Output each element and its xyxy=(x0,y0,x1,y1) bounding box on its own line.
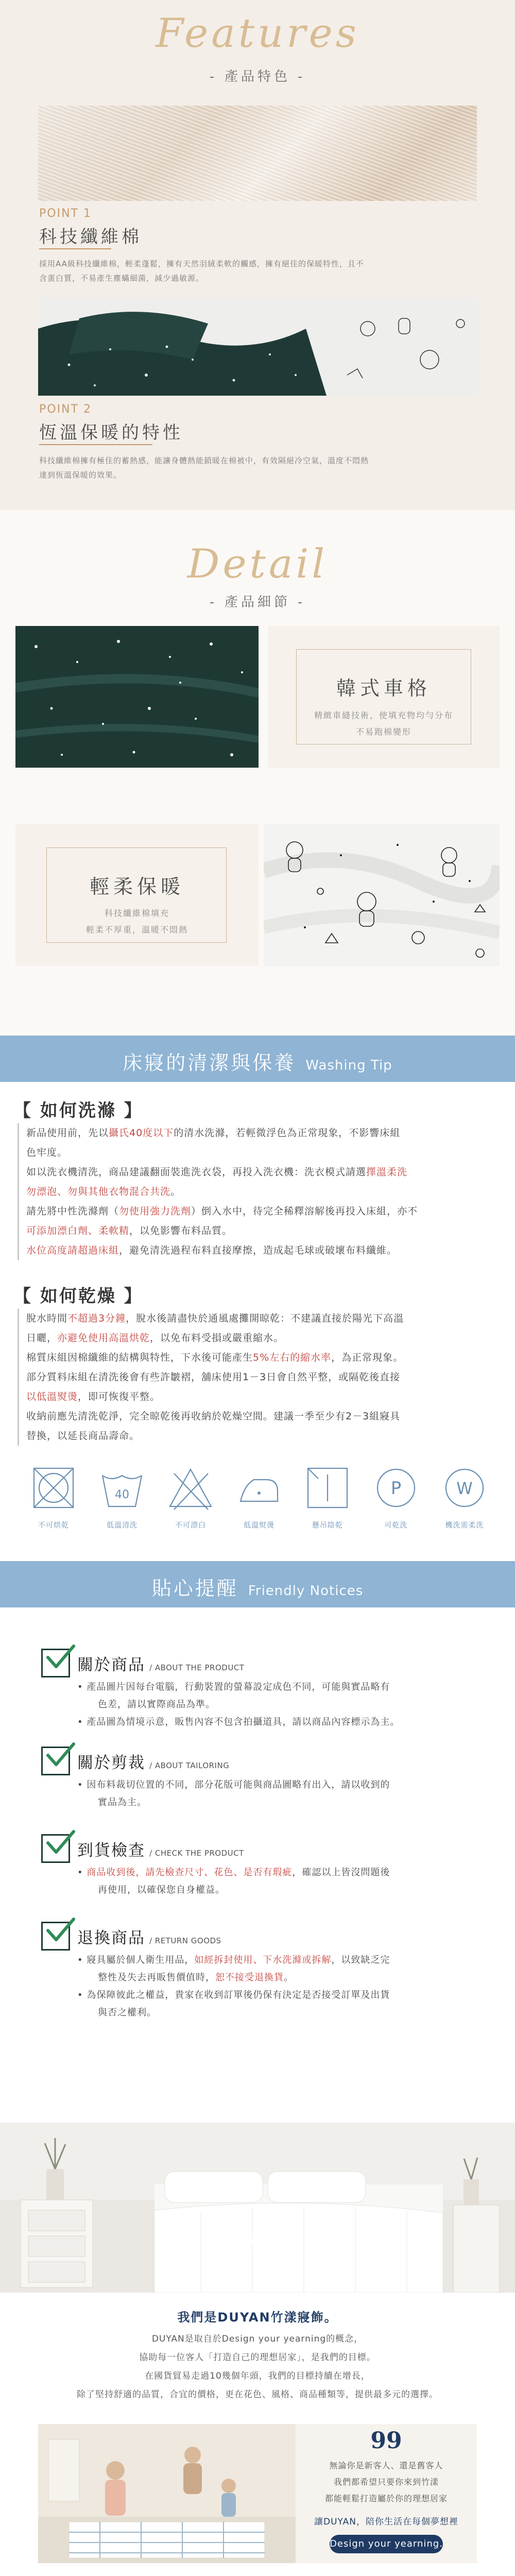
detail-box2-line1: 科技纖維棉填充 xyxy=(104,908,169,918)
notice-title: 到貨檢查 xyxy=(77,1841,145,1860)
checkmark-icon xyxy=(41,1649,70,1677)
bullet-icon: • xyxy=(77,1867,87,1878)
instruction-line xyxy=(26,1162,502,1182)
about-text xyxy=(0,2330,515,2404)
about-line: DUYAN是取自於Design your yearning的概念， xyxy=(151,2334,364,2344)
instruction-text: 。 xyxy=(170,1186,181,1197)
quote-line: 都能輕鬆打造屬於你的理想居家 xyxy=(324,2494,448,2503)
notice-subtitle: / ABOUT THE PRODUCT xyxy=(149,1663,245,1672)
instruction-text: 替換，以延長商品壽命。 xyxy=(26,1430,140,1442)
notice-heading xyxy=(77,1837,244,1860)
point1-desc-line1: 採用AA級科技纖維棉，輕柔蓬鬆，擁有天然羽絨柔軟的觸感，擁有絕佳的保暖特性，且不 xyxy=(39,259,364,268)
notice-subtitle: / CHECK THE PRODUCT xyxy=(149,1849,244,1858)
instruction-text: ，脫水後請盡快於通風處攤開晾乾：不建議直接於陽光下高溫 xyxy=(126,1313,404,1324)
low-iron-label: 低溫熨燙 xyxy=(244,1521,274,1530)
point2-title: 恆溫保暖的特性 xyxy=(39,422,183,443)
detail-box1-line1: 精緻車縫技術，使填充物均勻分布 xyxy=(314,710,453,720)
notice-text: 為保障彼此之權益，貴家在收到訂單後仍保有決定是否接受訂單及出貨 xyxy=(87,1990,390,2001)
washing-banner-text xyxy=(0,1047,515,1075)
point1-divider xyxy=(39,248,111,249)
about-line: 協助每一位客人「打造自己的理想居家」，是我們的目標。 xyxy=(139,2352,376,2363)
duvet-softness-photo xyxy=(264,824,500,966)
instruction-line xyxy=(26,1182,502,1201)
bullet-icon: • xyxy=(77,1780,87,1790)
notice-line xyxy=(77,1776,489,1794)
notice-body xyxy=(77,1776,489,1811)
quilting-pattern xyxy=(15,626,259,768)
instruction-line xyxy=(26,1143,502,1162)
features-subtitle: - 產品特色 - xyxy=(209,69,306,84)
notice-heading xyxy=(77,1750,229,1773)
wet-clean-w-icon xyxy=(441,1464,488,1512)
notice-title: 關於剪裁 xyxy=(77,1754,145,1772)
detail-box1-line2: 不易跑棉變形 xyxy=(355,727,411,737)
instruction-text: 請先將中性洗滌劑（ xyxy=(26,1206,119,1217)
dry-instructions xyxy=(18,1309,502,1446)
point2-desc-line2: 達到恆溫保暖的效果。 xyxy=(39,470,122,480)
instruction-text: ，以免布料受損或嚴重縮水。 xyxy=(150,1332,284,1344)
dry-lines xyxy=(26,1309,502,1446)
wash-heading: 【 如何洗滌 】 xyxy=(13,1100,143,1121)
notice-text: 寢具屬於個人衛生用品， xyxy=(87,1955,195,1965)
instruction-text: 日曬， xyxy=(26,1332,58,1344)
quote-line: 我們都希望只要你來到竹漾 xyxy=(333,2477,439,2487)
dry-clean-p-label: 可乾洗 xyxy=(384,1521,408,1530)
bedroom-illustration xyxy=(0,2123,515,2293)
instruction-text: 色牢度。 xyxy=(26,1147,68,1158)
washing-banner-title: 床寢的清潔與保養 xyxy=(123,1052,296,1074)
low-iron-icon xyxy=(235,1464,283,1512)
fiber-closeup-photo xyxy=(38,106,477,201)
notice-text: ，以致缺乏完 xyxy=(331,1955,390,1965)
instruction-highlight: 勿使用強力洗劑 xyxy=(119,1206,192,1217)
features-script-title: Features xyxy=(156,10,359,57)
notice-text: ，確認以上皆沒問題後 xyxy=(292,1867,390,1878)
point1-label: POINT 1 xyxy=(39,207,92,220)
instruction-highlight: 攝氏40度以下 xyxy=(109,1127,174,1139)
point2-divider xyxy=(39,444,152,445)
notice-highlight: 如經拆封使用、下水洗滌或拆解 xyxy=(194,1955,332,1965)
quote-text xyxy=(296,2458,477,2507)
notice-line xyxy=(77,1882,489,1899)
washing-banner-subtitle: Washing Tip xyxy=(305,1058,392,1073)
duvet-pattern-photo xyxy=(38,298,477,396)
wet-clean-w-value: W xyxy=(456,1479,473,1498)
instruction-highlight: 5%左右的縮水率 xyxy=(253,1352,332,1363)
quote-mark: 99 xyxy=(370,2428,402,2454)
dry-heading: 【 如何乾燥 】 xyxy=(13,1286,143,1307)
instruction-line xyxy=(26,1367,502,1387)
wash-lines xyxy=(26,1123,502,1260)
no-bleach-label: 不可漂白 xyxy=(175,1521,206,1530)
point1-desc-line2: 含蛋白質，不易產生塵蟎細菌，減少過敏源。 xyxy=(39,274,204,283)
notice-text: 與否之權利。 xyxy=(98,2007,157,2018)
instruction-line xyxy=(26,1387,502,1406)
instruction-highlight: 勿漂泡、勿與其他衣物混合共洗 xyxy=(26,1186,171,1197)
no-tumble-dry-icon xyxy=(30,1464,77,1512)
instruction-text: 部分質料床組在清洗後會有些許皺褶，舖床使用1－3日會自然平整，或隔乾後直接 xyxy=(26,1371,401,1383)
wash-40-icon xyxy=(98,1464,146,1512)
notice-text: 產品圖為情境示意，販售內容不包含拍攝道具，請以商品內容標示為主。 xyxy=(87,1717,400,1727)
notice-text: 色差，請以實際商品為準。 xyxy=(98,1699,215,1710)
notices-banner-text xyxy=(0,1572,515,1601)
notice-text: 。 xyxy=(284,1972,294,1983)
notice-text: 整性及失去再販售價值時， xyxy=(98,1972,215,1983)
instruction-text: 新品使用前，先以 xyxy=(26,1127,109,1139)
notice-body xyxy=(77,1679,489,1731)
no-tumble-dry-label: 不可烘乾 xyxy=(38,1521,69,1530)
line-dry-shade-label: 懸吊陰乾 xyxy=(312,1521,343,1530)
instruction-highlight: 水位高度請超過床組 xyxy=(26,1245,119,1256)
instruction-line xyxy=(26,1406,502,1426)
notice-line xyxy=(77,1969,489,1987)
detail-box2-title: 輕柔保暖 xyxy=(89,875,184,898)
bullet-icon: • xyxy=(77,1955,87,1965)
notice-line xyxy=(77,2004,489,2022)
notice-body xyxy=(77,1952,489,2022)
notice-line xyxy=(77,1679,489,1696)
wet-clean-w-label: 機洗需柔洗 xyxy=(445,1521,484,1530)
family-illustration xyxy=(38,2424,296,2563)
instruction-line xyxy=(26,1426,502,1446)
instruction-line xyxy=(26,1221,502,1241)
instruction-highlight: 亦避免使用高溫烘乾 xyxy=(57,1332,150,1344)
notice-line xyxy=(77,1952,489,1969)
notice-line xyxy=(77,1987,489,2004)
instruction-highlight: 擇溫柔洗 xyxy=(366,1166,408,1178)
instruction-line xyxy=(26,1123,502,1143)
bullet-icon: • xyxy=(77,1717,87,1727)
instruction-text: ，以免影響布料品質。 xyxy=(129,1225,233,1236)
point1-title: 科技纖維棉 xyxy=(39,227,142,247)
checkmark-icon xyxy=(41,1747,70,1775)
notice-body xyxy=(77,1864,489,1899)
notice-text: 實品為主。 xyxy=(98,1797,147,1808)
wash-40-value: 40 xyxy=(115,1488,129,1501)
notice-line xyxy=(77,1794,489,1811)
bedroom-hero-photo xyxy=(0,2123,515,2293)
notice-highlight: 商品收到後，請先檢查尺寸、花色、是否有瑕疵 xyxy=(87,1867,293,1878)
bullet-icon: • xyxy=(77,1682,87,1692)
instruction-text: 的清水洗滌，若輕微浮色為正常現象，不影響床組 xyxy=(174,1127,401,1139)
instruction-text: 如以洗衣機清洗，商品建議翻面裝進洗衣袋，再投入洗衣機：洗衣模式請選 xyxy=(26,1166,367,1178)
detail-script-title: Detail xyxy=(187,541,328,587)
quote-line: 無論你是新客人、還是舊客人 xyxy=(329,2461,443,2470)
notice-heading xyxy=(77,1925,221,1948)
detail-box1-title: 韓式車格 xyxy=(336,677,431,700)
instruction-highlight: 不超過3分鐘 xyxy=(67,1313,126,1324)
instruction-line xyxy=(26,1201,502,1221)
notice-text: 產品圖片因每台電腦，行動裝置的螢幕設定成色不同，可能與實品略有 xyxy=(87,1682,390,1692)
notice-subtitle: / RETURN GOODS xyxy=(149,1936,221,1945)
instruction-text: 收納前應先清洗乾淨，完全晾乾後再收納於乾燥空間。建議一季至少有2－3組寢具 xyxy=(26,1411,401,1422)
checkmark-icon xyxy=(41,1834,70,1863)
quote-tagline: 讓DUYAN，陪你生活在每個夢想裡 xyxy=(314,2517,458,2527)
notice-text: 再使用，以確保您自身權益。 xyxy=(98,1885,225,1895)
astronaut-print-pattern xyxy=(264,824,500,966)
notices-banner-subtitle: Friendly Notices xyxy=(248,1583,364,1599)
about-title: 我們是DUYAN竹漾寢飾。 xyxy=(177,2310,338,2325)
care-icons-row xyxy=(30,1464,493,1536)
duvet-pattern-illustration xyxy=(38,298,477,396)
no-bleach-icon xyxy=(167,1464,214,1512)
instruction-line xyxy=(26,1241,502,1260)
family-lifestyle-photo xyxy=(38,2424,296,2563)
about-line: 在國貨貿易走過10幾個年頭，我們的目標持續在增長， xyxy=(145,2371,370,2381)
point2-desc-line1: 科技纖維棉擁有極佳的蓄熱感，能讓身體熱能鎖暖在棉被中，有效隔絕冷空氣，溫度不悶熱 xyxy=(39,456,369,465)
checkmark-icon xyxy=(41,1922,70,1951)
detail-subtitle: - 產品細節 - xyxy=(209,595,306,610)
instruction-line xyxy=(26,1328,502,1348)
instruction-highlight: 以低溫熨燙 xyxy=(26,1391,78,1402)
dry-clean-p-icon xyxy=(372,1464,420,1512)
instruction-text: 棉質床組因棉纖維的結構與特性，下水後可能產生 xyxy=(26,1352,253,1363)
design-your-yearning-pill: Design your yearning. xyxy=(330,2535,443,2553)
notice-line xyxy=(77,1864,489,1882)
instruction-text: ，為正常現象。 xyxy=(331,1352,404,1363)
notices-banner-title: 貼心提醒 xyxy=(151,1577,238,1600)
notice-heading xyxy=(77,1652,244,1675)
instruction-text: ，即可恢復平整。 xyxy=(78,1391,161,1402)
wash-instructions xyxy=(18,1123,502,1260)
instruction-line xyxy=(26,1348,502,1367)
dry-clean-p-value: P xyxy=(390,1478,402,1499)
detail-box2-line2: 輕柔不厚重，溫暖不悶熱 xyxy=(85,925,188,935)
notice-title: 關於商品 xyxy=(77,1656,145,1674)
instruction-text: ，避免清洗過程布料直接摩擦，造成起毛球或破壞布料纖維。 xyxy=(119,1245,398,1256)
notice-line xyxy=(77,1714,489,1731)
notice-subtitle: / ABOUT TAILORING xyxy=(149,1761,230,1770)
notice-title: 退換商品 xyxy=(77,1929,145,1947)
duyan-logo: DUYAN xyxy=(205,2236,310,2257)
notice-text: 因布料裁切位置的不同，部分花版可能與商品圖略有出入，請以收到的 xyxy=(87,1780,390,1790)
wash-40-label: 低溫清洗 xyxy=(107,1521,138,1530)
notice-highlight: 恕不接受退換貨 xyxy=(215,1972,284,1983)
notice-line xyxy=(77,1696,489,1714)
quilting-detail-photo xyxy=(15,626,259,768)
line-dry-shade-icon xyxy=(304,1464,351,1512)
instruction-highlight: 可添加漂白劑、柔軟精 xyxy=(26,1225,130,1236)
instruction-text: ）倒入水中，待完全稀釋溶解後再投入床組，亦不 xyxy=(191,1206,418,1217)
bullet-icon: • xyxy=(77,1990,87,2001)
point2-label: POINT 2 xyxy=(39,403,92,416)
instruction-line xyxy=(26,1309,502,1328)
about-line: 除了堅持舒適的品質，合宜的價格，更在花色、風格、商品種類等，提供最多元的選擇。 xyxy=(77,2389,438,2400)
instruction-text: 脫水時間 xyxy=(26,1313,68,1324)
